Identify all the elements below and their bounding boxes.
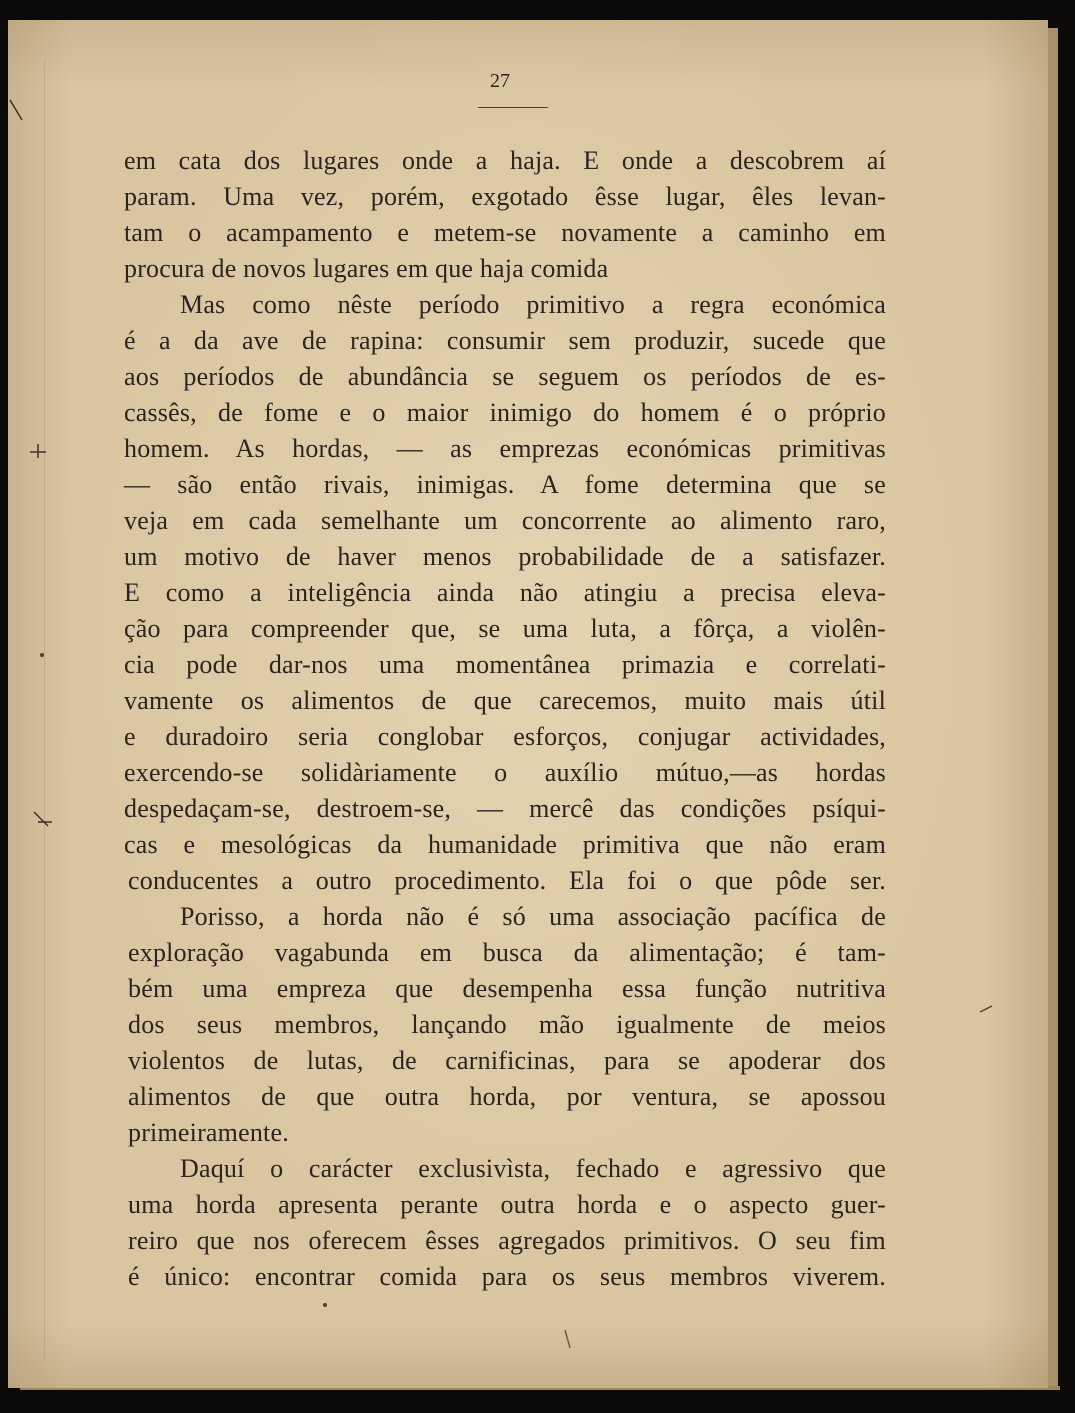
text-line: é único: encontrar comida para os seus membros viverem.	[128, 1262, 886, 1291]
ink-speck	[40, 653, 44, 657]
margin-cross-mark	[30, 444, 46, 458]
ink-speck	[980, 1006, 992, 1012]
text-line: alimentos de que outra horda, por ventura, se apossou	[128, 1082, 886, 1111]
text-line: param. Uma vez, porém, exgotado êsse lugar, êles levan-	[124, 182, 886, 211]
text-line: bém uma empreza que desempenha essa função nutritiva	[128, 974, 886, 1003]
text-line: conducentes a outro procedimento. Ela foi o que pôde ser.	[128, 866, 886, 895]
text-line: E como a inteligência ainda não atingiu a precisa eleva-	[124, 578, 886, 607]
text-line: uma horda apresenta perante outra horda e o aspecto guer-	[128, 1190, 886, 1219]
text-line: cas e mesológicas da humanidade primitiva que não eram	[124, 830, 886, 859]
text-line: violentos de lutas, de carnificinas, para se apoderar dos	[128, 1046, 886, 1075]
text-line: exploração vagabunda em busca da alimentação; é tam-	[128, 938, 886, 967]
text-line: exercendo-se solidàriamente o auxílio mútuo,—as hordas	[124, 758, 886, 787]
text-line: aos períodos de abundância se seguem os períodos de es-	[124, 362, 886, 391]
text-line: — são então rivais, inimigas. A fome determina que se	[124, 470, 886, 499]
page-number: 27	[490, 70, 510, 92]
text-line: tam o acampamento e metem-se novamente a caminho em	[124, 218, 886, 247]
margin-tick-mark	[10, 100, 22, 120]
text-line: reiro que nos oferecem êsses agregados primitivos. O seu fim	[128, 1226, 886, 1255]
text-line: é a da ave de rapina: consumir sem produzir, sucede que	[124, 326, 886, 355]
paragraph-start-line: Daquí o carácter exclusivìsta, fechado e agressivo que	[180, 1154, 886, 1183]
text-line: cassês, de fome e o maior inimigo do homem é o próprio	[124, 398, 886, 427]
text-line: veja em cada semelhante um concorrente ao alimento raro,	[124, 506, 886, 535]
paragraph-start-line: Mas como nêste período primitivo a regra económica	[180, 290, 886, 319]
text-line: um motivo de haver menos probabilidade de a satisfazer.	[124, 542, 886, 571]
text-line: despedaçam-se, destroem-se, — mercê das condições psíqui-	[124, 794, 886, 823]
text-line: em cata dos lugares onde a haja. E onde a descobrem aí	[124, 146, 886, 175]
text-line: homem. As hordas, — as emprezas económicas primitivas	[124, 434, 886, 463]
ink-speck	[323, 1303, 327, 1307]
text-line: vamente os alimentos de que carecemos, muito mais útil	[124, 686, 886, 715]
text-line: cia pode dar-nos uma momentânea primazia e correlati-	[124, 650, 886, 679]
text-line: ção para compreender que, se uma luta, a fôrça, a violên-	[124, 614, 886, 643]
text-line: e duradoiro seria conglobar esforços, conjugar actividades,	[124, 722, 886, 751]
text-line: procura de novos lugares em que haja comida	[124, 254, 609, 283]
text-line: primeiramente.	[128, 1118, 289, 1147]
text-line: dos seus membros, lançando mão igualmente de meios	[128, 1010, 886, 1039]
ink-speck	[565, 1330, 570, 1348]
margin-cross-mark	[34, 812, 52, 826]
paragraph-start-line: Porisso, a horda não é só uma associação pacífica de	[180, 902, 886, 931]
